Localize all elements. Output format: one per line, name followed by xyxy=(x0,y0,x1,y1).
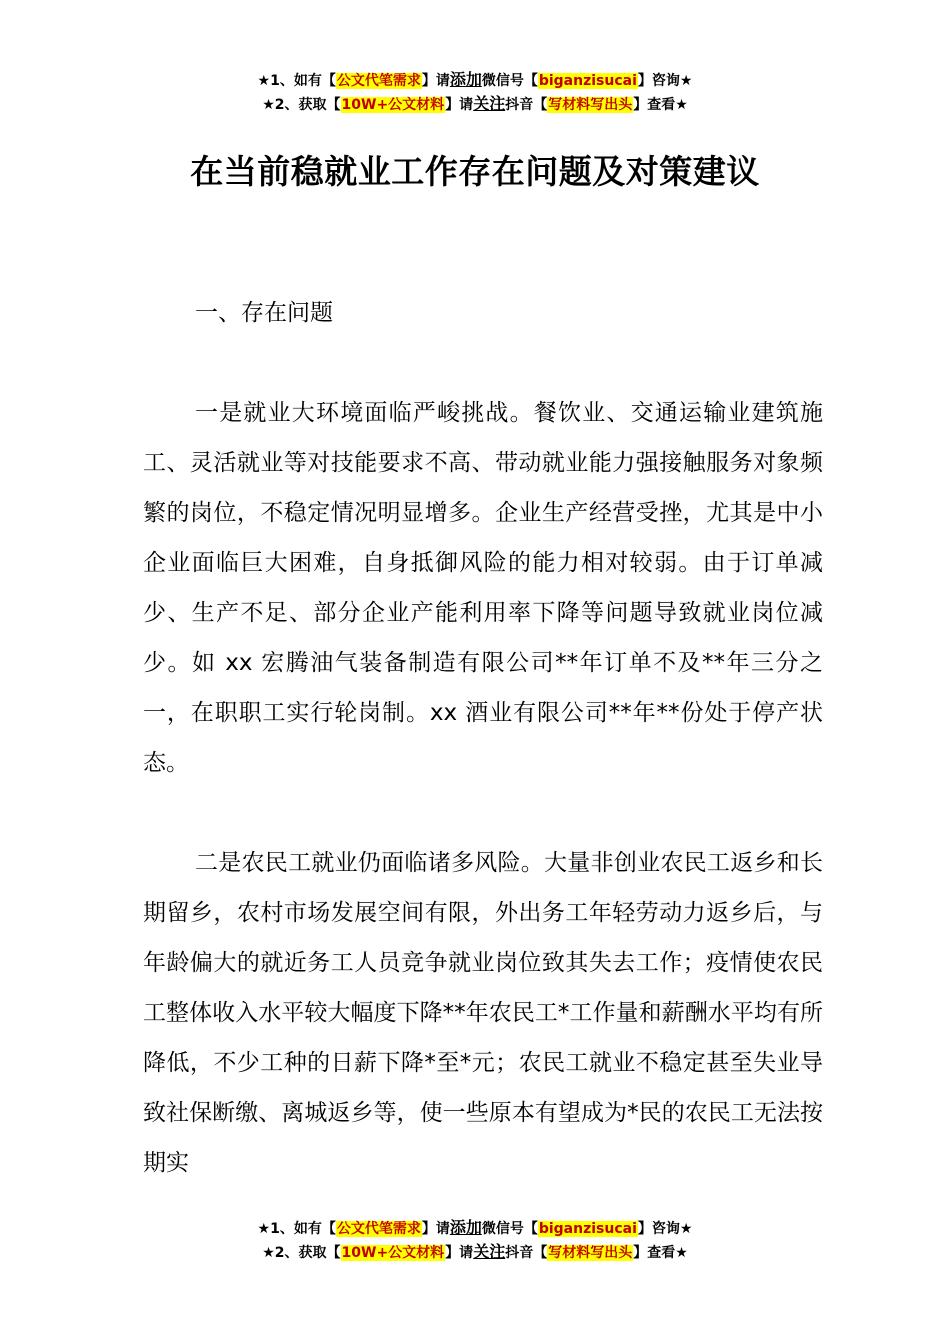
promo-emphasis: 添加 xyxy=(449,1218,482,1237)
promo-emphasis: 添加 xyxy=(449,70,482,89)
promo-line-1: ★1、如有【公文代笔需求】请添加微信号【biganzisucai】咨询★ xyxy=(257,70,693,89)
promo-douyin-id: 写材料写出头 xyxy=(548,1245,633,1261)
document-body xyxy=(143,288,823,1188)
body-paragraph: 一是就业大环境面临严峻挑战。餐饮业、交通运输业建筑施工、灵活就业等对技能要求不高、带动就业能力强接触服务对象频繁的岗位，不稳定情况明显增多。企业生产经营受挫，尤其是中小企业面临巨大困难，自身抵御风险的能力相对较弱。由于订单减少、生产不足、部分企业产能利用率下降等问题导致就业岗位减少。如 xx 宏腾油气装备制造有限公司**年订单不及**年三分之一，在职职工实行轮岗制。xx 酒业有限公司**年**份处于停产状态。 xyxy=(143,400,823,776)
promo-emphasis: 关注 xyxy=(473,1242,506,1261)
promo-banner-bottom xyxy=(0,1216,950,1264)
promo-highlight: 10W+公文材料 xyxy=(341,1245,445,1261)
promo-douyin-id: 写材料写出头 xyxy=(548,97,633,113)
promo-highlight: 公文代笔需求 xyxy=(336,1221,421,1237)
section-heading: 一、存在问题 xyxy=(195,300,333,326)
promo-wechat-id: biganzisucai xyxy=(538,1221,637,1237)
promo-banner-top xyxy=(0,68,950,116)
promo-line-2: ★2、获取【10W+公文材料】请关注抖音【写材料写出头】查看★ xyxy=(262,1242,688,1261)
promo-emphasis: 关注 xyxy=(473,94,506,113)
promo-wechat-id: biganzisucai xyxy=(538,73,637,89)
promo-highlight: 10W+公文材料 xyxy=(341,97,445,113)
document-title: 在当前稳就业工作存在问题及对策建议 xyxy=(190,152,760,191)
body-paragraph: 二是农民工就业仍面临诸多风险。大量非创业农民工返乡和长期留乡，农村市场发展空间有限，外出务工年轻劳动力返乡后，与年龄偏大的就近务工人员竞争就业岗位致其失去工作；疫情使农民工整体收入水平较大幅度下降**年农民工*工作量和薪酬水平均有所降低，不少工种的日薪下降*至*元；农民工就业不稳定甚至失业导致社保断缴、离城返乡等，使一些原本有望成为*民的农民工无法按期实 xyxy=(143,850,823,1176)
promo-line-2: ★2、获取【10W+公文材料】请关注抖音【写材料写出头】查看★ xyxy=(262,94,688,113)
promo-line-1: ★1、如有【公文代笔需求】请添加微信号【biganzisucai】咨询★ xyxy=(257,1218,693,1237)
promo-highlight: 公文代笔需求 xyxy=(336,73,421,89)
